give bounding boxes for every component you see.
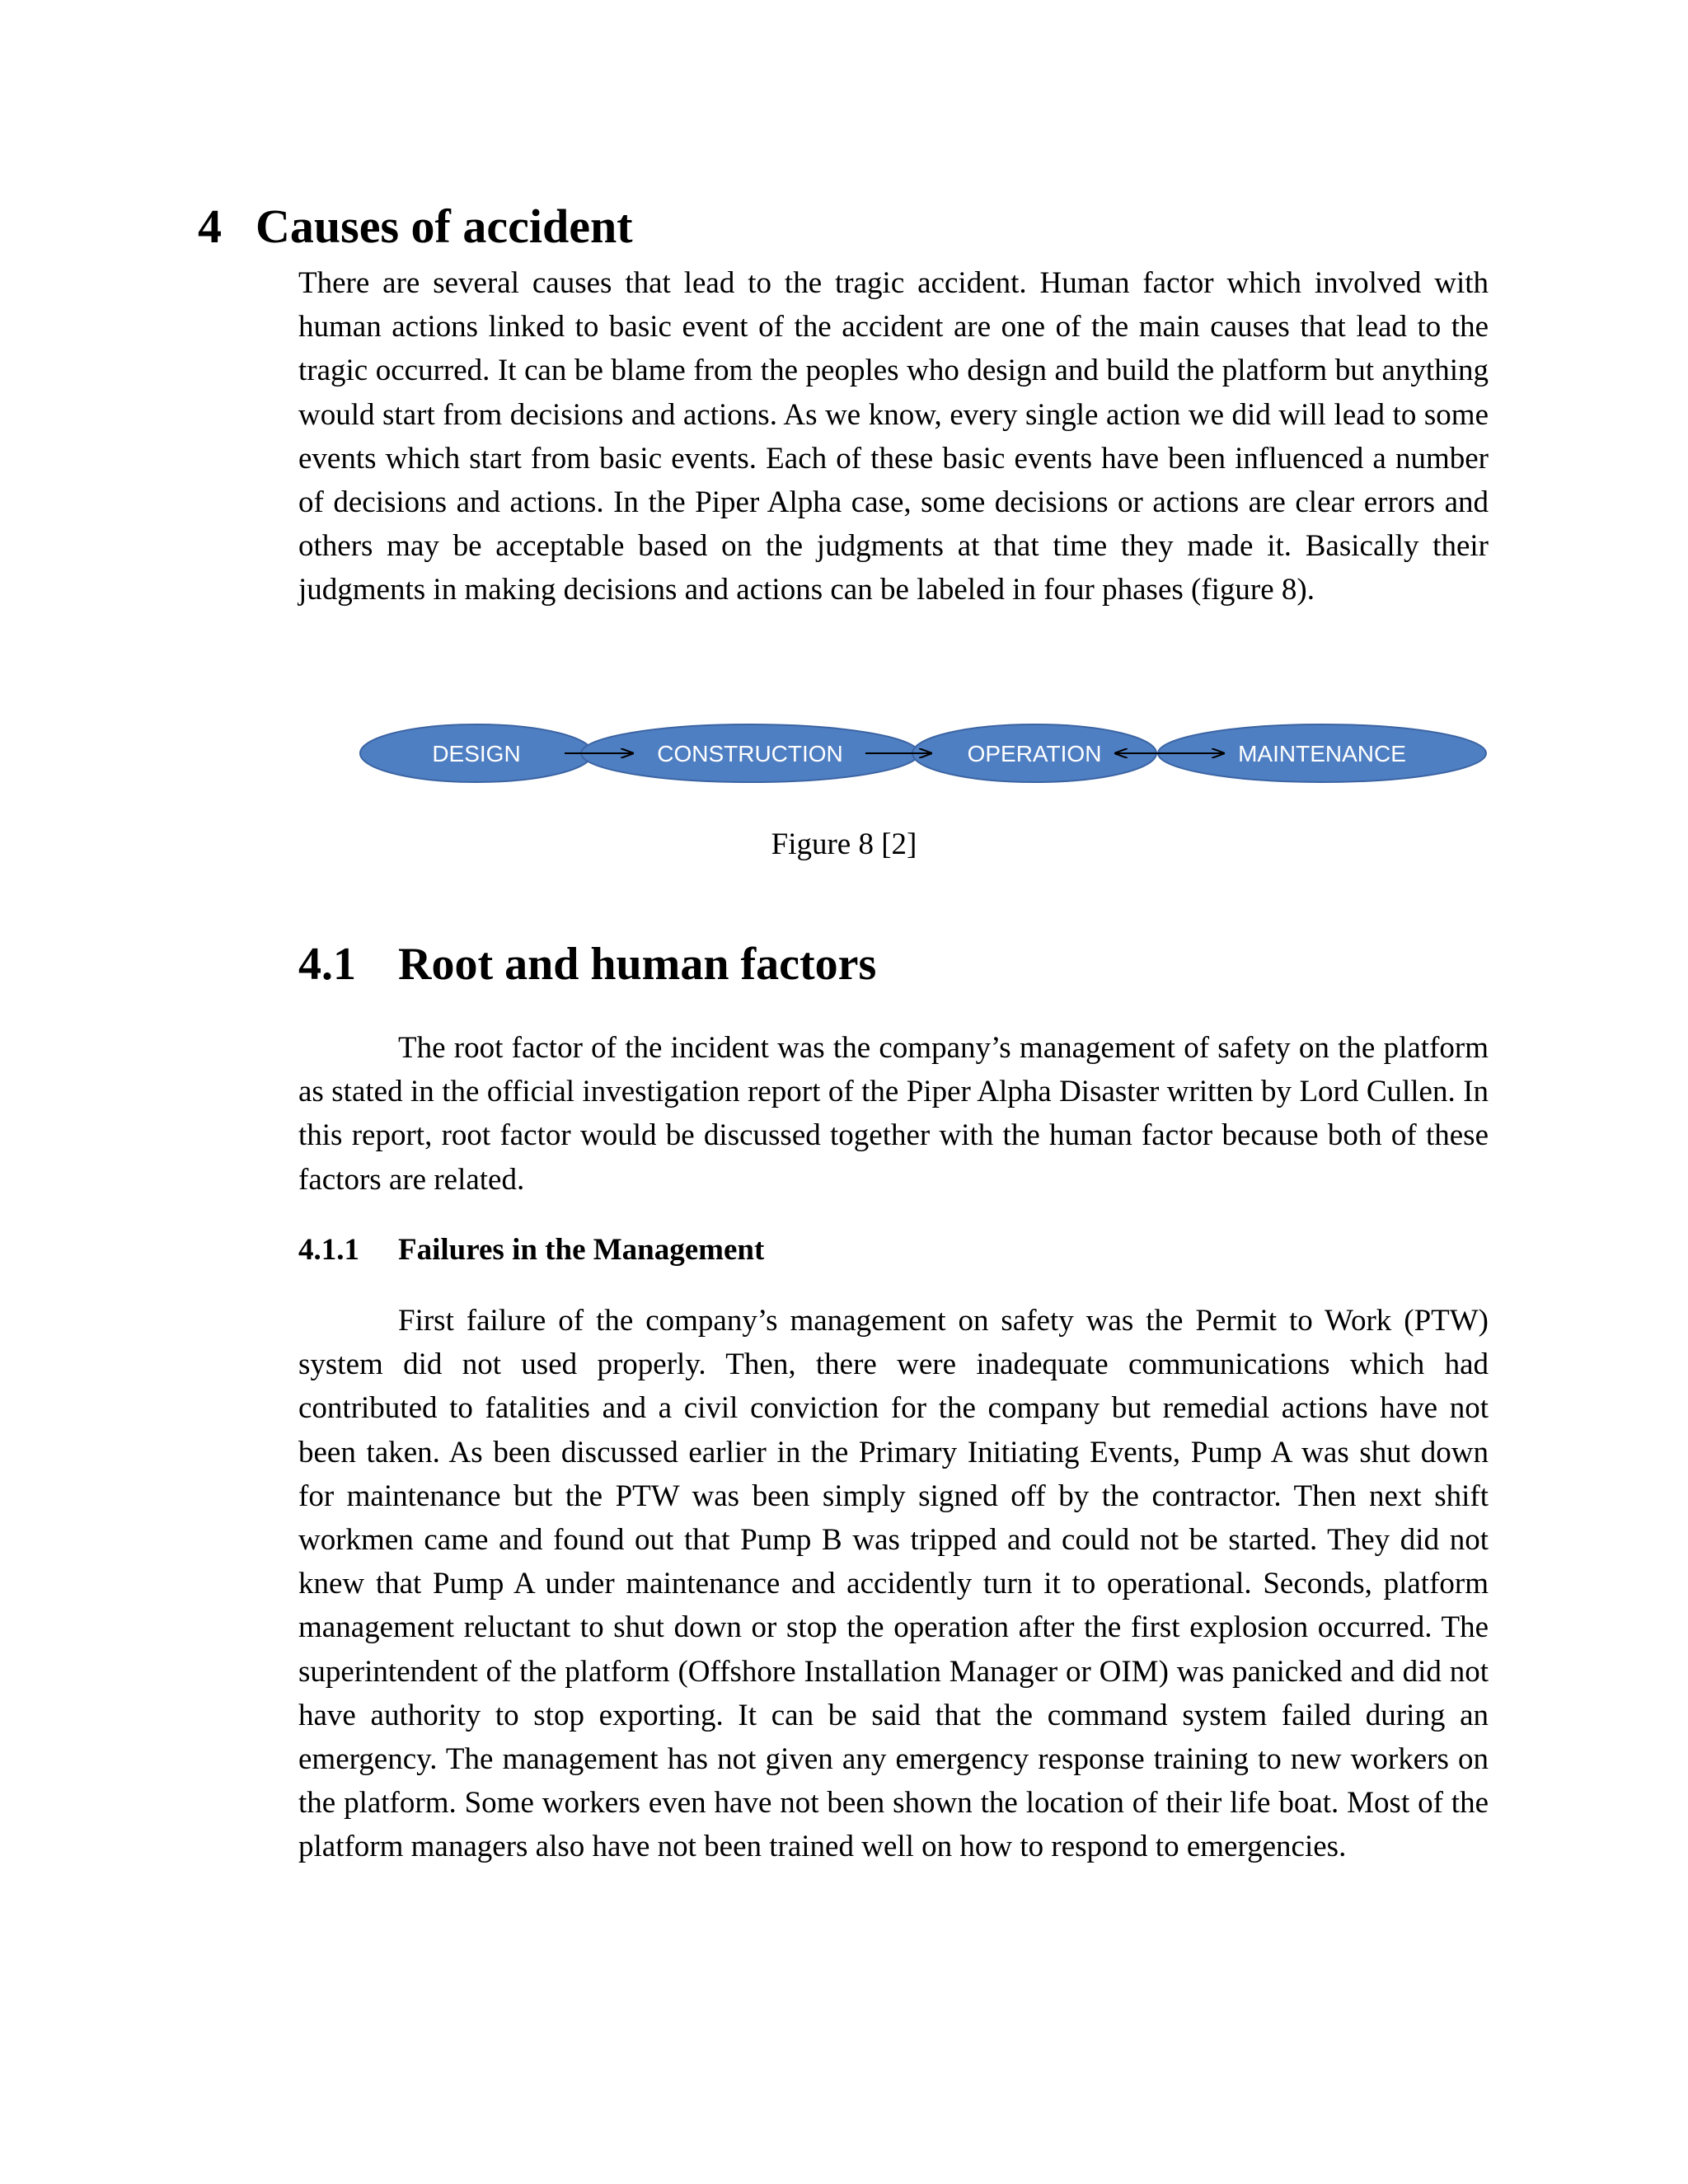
figure-caption: Figure 8 [2] xyxy=(771,827,917,861)
phases-diagram xyxy=(354,717,1492,796)
section-title: Causes of accident xyxy=(256,199,633,253)
section-number: 4 xyxy=(198,199,222,253)
phase-label-design: DESIGN xyxy=(432,741,521,766)
phase-design xyxy=(360,724,593,782)
subsection-number: 4.1 xyxy=(298,939,356,990)
section-heading xyxy=(198,198,633,255)
subsection-heading xyxy=(298,935,876,993)
subsubsection-heading xyxy=(298,1230,764,1271)
subsubsection-title: Failures in the Management xyxy=(398,1233,765,1267)
section-paragraph: There are several causes that lead to the tragic accident. Human factor which involved with human actions linked to basic event of the accident are one of the main causes that lead to the tragic occurred. It can be blame from the peoples who design and build the platform but anything would start from decisions and actions. As we know, every single action we did will lead to some events which start from basic events. Each of these basic events have been influenced a number of decisions and actions. In the Piper Alpha case, some decisions or actions are clear errors and others may be acceptable based on the judgments at that time they made it. Basically their judgments in making decisions and actions can be labeled in four phases (figure 8). xyxy=(298,266,1489,607)
phase-label-operation: OPERATION xyxy=(967,741,1102,766)
subsection-paragraph: The root factor of the incident was the company’s management of safety on the platform as stated in the official investigation report of the Piper Alpha Disaster written by Lord Cullen. In this report, root factor would be discussed together with the human factor because both of these factors are related. xyxy=(298,1031,1489,1197)
phase-label-construction: CONSTRUCTION xyxy=(657,741,843,766)
subsection-title: Root and human factors xyxy=(398,939,877,990)
phase-label-maintenance: MAINTENANCE xyxy=(1238,741,1406,766)
subsubsection-number: 4.1.1 xyxy=(298,1233,359,1267)
subsubsection-paragraph: First failure of the company’s management on safety was the Permit to Work (PTW) system did not used properly. Then, there were inadequate communications which had contributed to fatalities and a civil conviction for the company but remedial actions have not been taken. As been discussed earlier in the Primary Initiating Events, Pump A was shut down for maintenance but the PTW was been simply signed off by the contractor. Then next shift workmen came and found out that Pump B was tripped and could not be started. They did not knew that Pump A under maintenance and accidently turn it to operational. Seconds, platform management reluctant to shut down or stop the operation after the first explosion occurred. The superintendent of the platform (Offshore Installation Manager or OIM) was panicked and did not have authority to stop exporting. It can be said that the command system failed during an emergency. The management has not given any emergency response training to new workers on the platform. Some workers even have not been shown the location of their life boat. Most of the platform managers also have not been trained well on how to respond to emergencies. xyxy=(298,1304,1489,1864)
